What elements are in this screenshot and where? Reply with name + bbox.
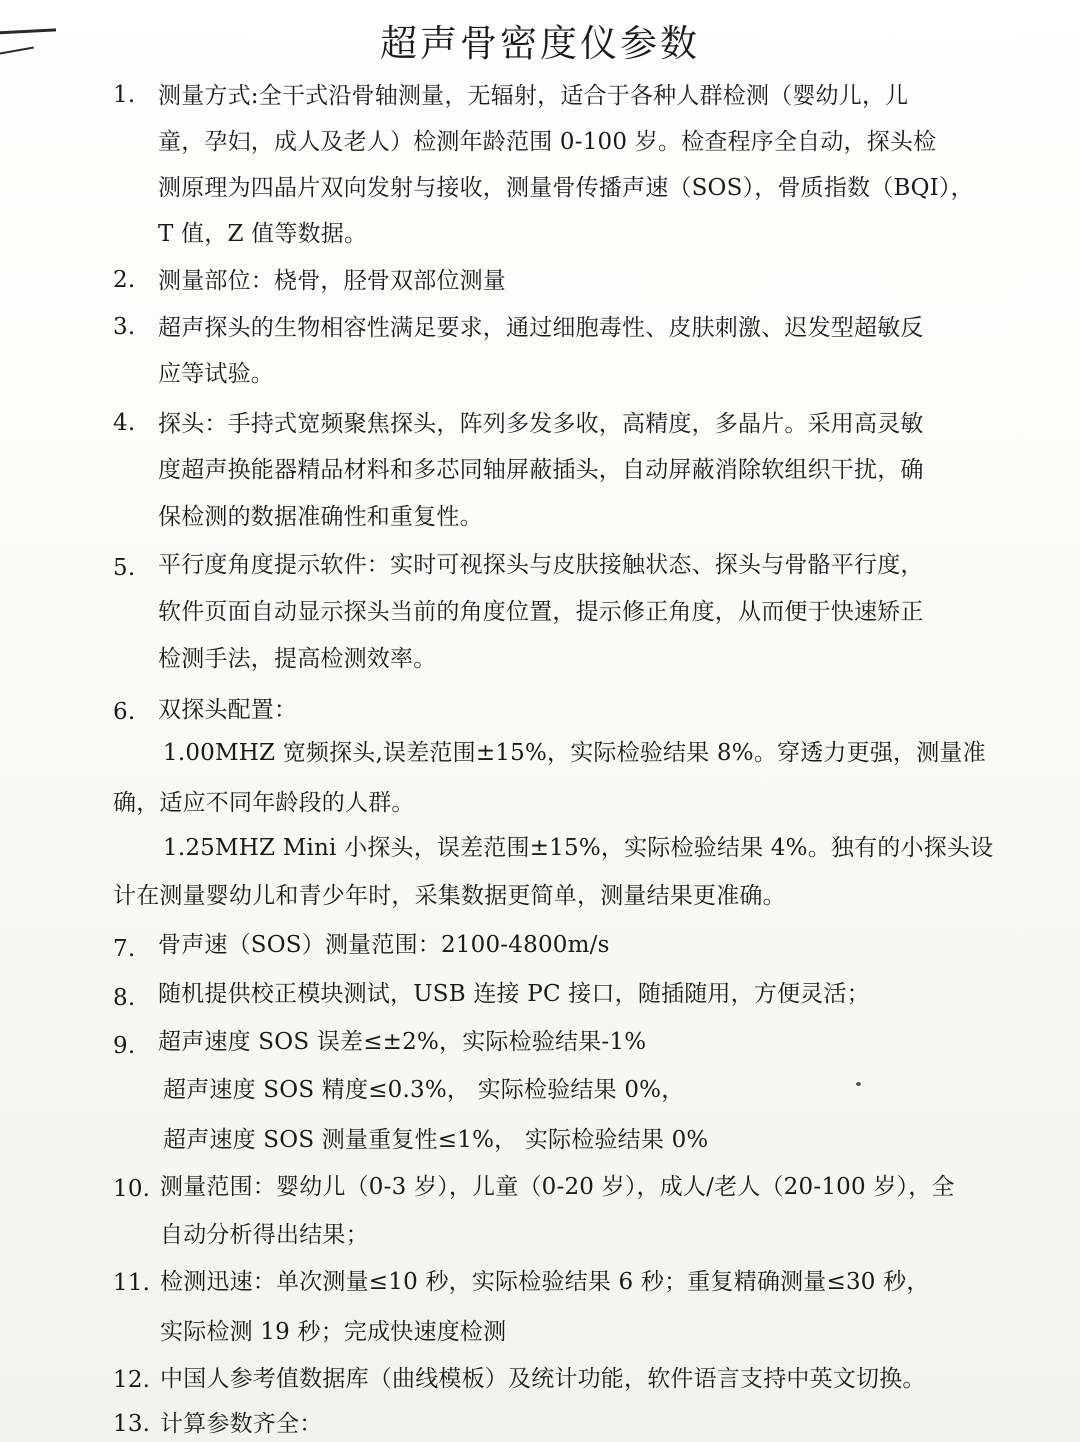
item-line: 确，适应不同年龄段的人群。 [113,790,415,816]
item-line: 超声探头的生物相容性满足要求，通过细胞毒性、皮肤刺激、迟发型超敏反 [158,315,924,341]
item-number: 2. [113,267,136,293]
item-line: 检测手法，提高检测效率。 [158,646,437,672]
item-line: 计在测量婴幼儿和青少年时，采集数据更简单，测量结果更准确。 [113,883,786,909]
item-number: 1. [113,82,136,108]
item-number: 8. [113,985,136,1011]
item-line: 测量部位：桡骨，胫骨双部位测量 [158,268,506,294]
item-number: 3. [113,314,136,340]
item-line: 实际检测 19 秒；完成快速度检测 [160,1319,507,1345]
page-title: 超声骨密度仪参数 [380,22,700,65]
item-line: 超声速度 SOS 精度≤0.3%， 实际检验结果 0%， [163,1077,685,1103]
item-line: 测量方式:全干式沿骨轴测量，无辐射，适合于各种人群检测（婴幼儿，儿 [158,83,909,109]
item-line: 骨声速（SOS）测量范围：2100-4800m/s [158,932,610,958]
item-number: 5. [113,555,136,581]
item-line: 度超声换能器精品材料和多芯同轴屏蔽插头，自动屏蔽消除软组织干扰，确 [158,457,924,483]
item-line: 计算参数齐全： [160,1411,323,1437]
item-line: 1.00MHZ 宽频探头,误差范围±15%，实际检验结果 8%。穿透力更强，测量准 [163,740,986,766]
item-line: 童，孕妇，成人及老人）检测年龄范围 0-100 岁。检查程序全自动，探头检 [158,129,937,155]
item-line: 平行度角度提示软件：实时可视探头与皮肤接触状态、探头与骨骼平行度， [158,552,924,578]
item-line: T 值，Z 值等数据。 [158,221,368,247]
item-line: 探头：手持式宽频聚焦探头，阵列多发多收，高精度，多晶片。采用高灵敏 [158,411,924,437]
item-number: 4. [113,410,136,436]
item-line: 测量范围：婴幼儿（0-3 岁），儿童（0-20 岁），成人/老人（20-100 岁），全 [160,1174,955,1200]
item-number: 11. [113,1270,151,1296]
item-number: 13. [113,1411,151,1437]
item-line: 自动分析得出结果； [160,1222,369,1248]
item-number: 10. [113,1176,151,1202]
item-line: 双探头配置： [158,697,298,723]
item-number: 9. [113,1033,136,1059]
ink-speck [856,1082,861,1086]
item-line: 随机提供校正模块测试，USB 连接 PC 接口，随插随用，方便灵活； [158,981,870,1007]
item-line: 超声速度 SOS 误差≤±2%，实际检验结果-1% [158,1029,647,1055]
item-line: 测原理为四晶片双向发射与接收，测量骨传播声速（SOS），骨质指数（BQI）， [158,175,974,201]
item-line: 保检测的数据准确性和重复性。 [158,504,483,530]
item-number: 6. [113,699,136,725]
item-line: 1.25MHZ Mini 小探头，误差范围±15%，实际检验结果 4%。独有的小探头设 [163,835,994,861]
item-line: 超声速度 SOS 测量重复性≤1%， 实际检验结果 0% [163,1127,709,1153]
item-number: 12. [113,1367,151,1393]
item-line: 中国人参考值数据库（曲线模板）及统计功能，软件语言支持中英文切换。 [160,1366,926,1392]
item-line: 检测迅速：单次测量≤10 秒，实际检验结果 6 秒；重复精确测量≤30 秒， [160,1269,930,1295]
item-line: 软件页面自动显示探头当前的角度位置，提示修正角度，从而便于快速矫正 [158,599,924,625]
item-line: 应等试验。 [158,361,274,387]
item-number: 7. [113,936,136,962]
